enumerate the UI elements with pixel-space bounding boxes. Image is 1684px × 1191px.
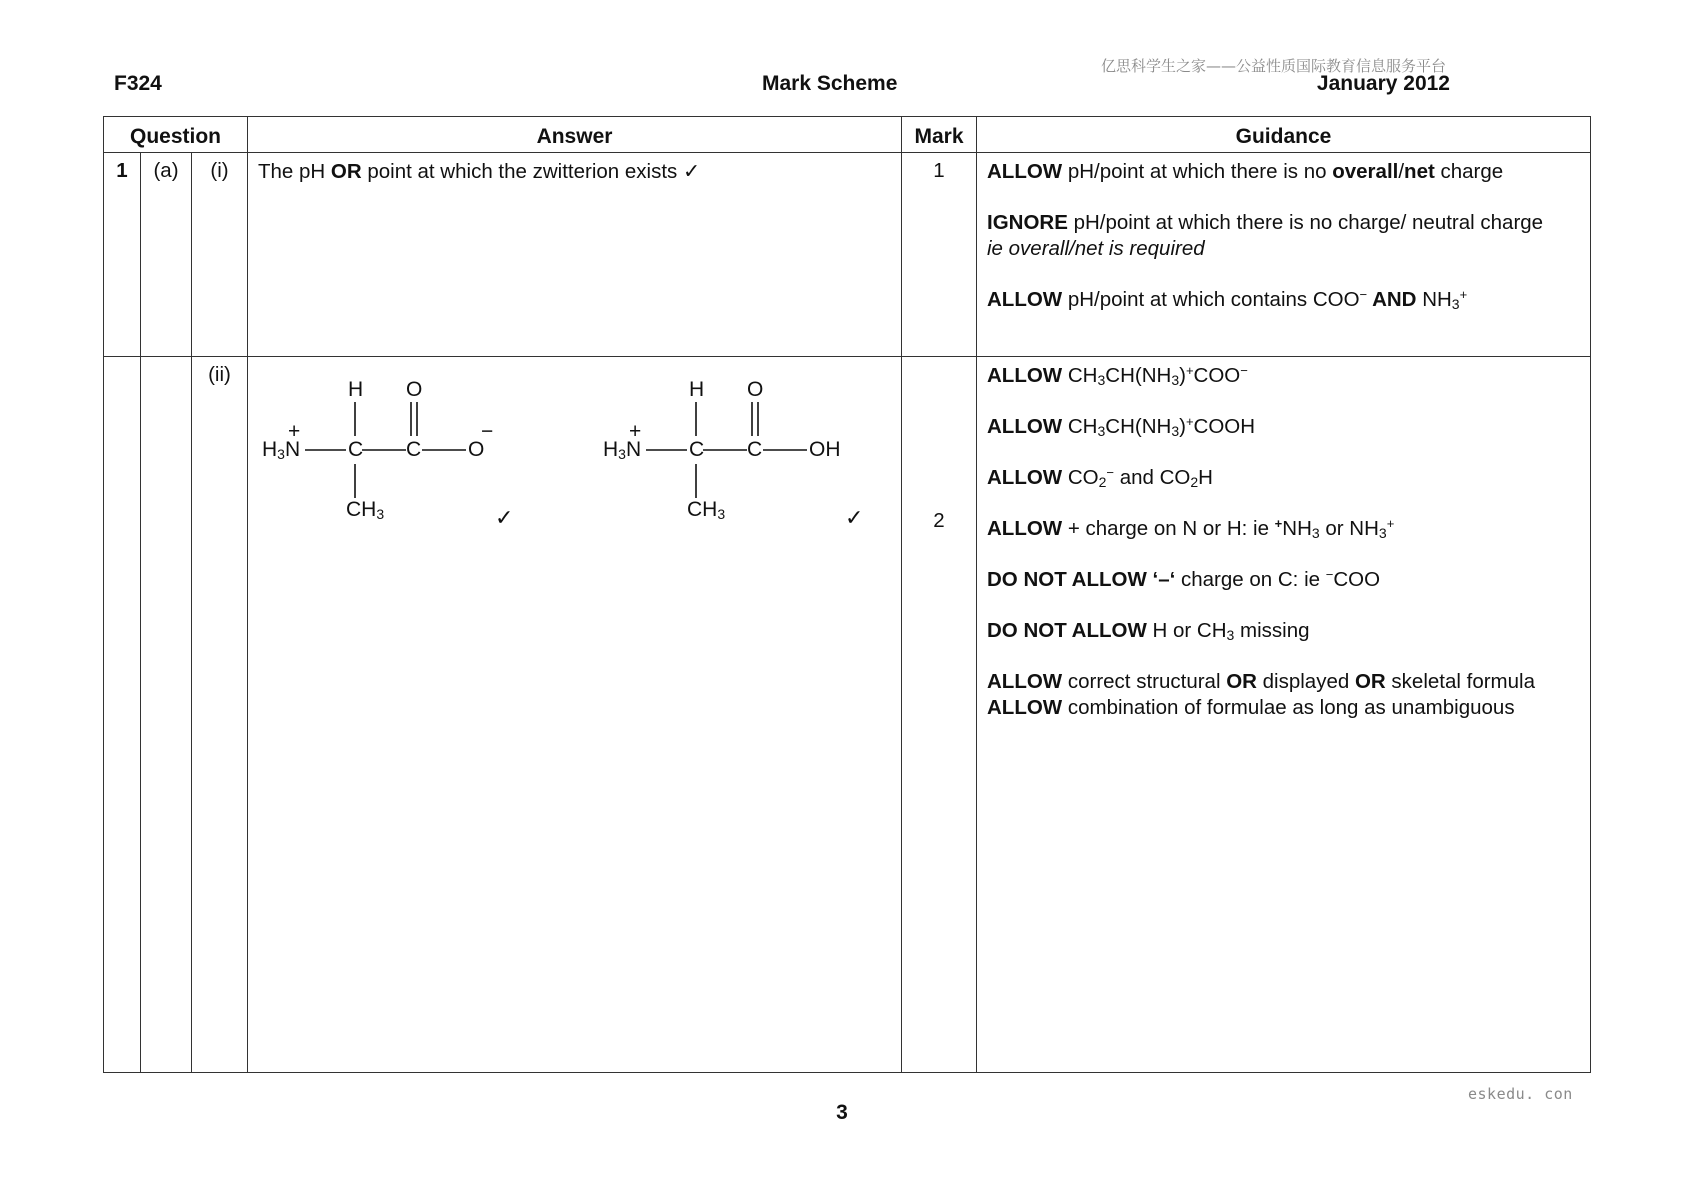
guidance-line [987,363,1580,389]
guidance-line [987,567,1580,593]
subscript: 2 [1190,474,1199,490]
subscript: 3 [1171,372,1180,388]
superscript: + [1274,516,1283,531]
plus-charge: + [629,420,642,443]
guidance-line [987,414,1580,440]
subscript: 3 [1171,423,1180,439]
allow-keyword: ALLOW [987,415,1063,438]
question-header: Question [104,117,248,153]
guidance-header: Guidance [977,117,1591,153]
guidance-line [987,210,1580,236]
allow-keyword: ALLOW [987,364,1063,387]
guidance-text: skeletal formula [1385,670,1535,693]
guidance-text: COO [1333,568,1381,591]
guidance-text: pH/point at which there is no charge/ neutral charge [1067,211,1544,234]
superscript: − [1325,567,1334,582]
guidance-text: displayed [1256,670,1355,693]
answer-header: Answer [248,117,902,153]
subscript: 3 [1097,372,1106,388]
atom-h: H [348,378,364,401]
plus-charge: + [288,420,301,443]
atom-o: O [747,378,764,401]
guidance-quote: ‘–‘ [1146,568,1176,591]
subscript: 3 [1451,296,1460,312]
guidance-line [987,287,1580,313]
guidance-text: pH/point at which contains COO [1062,288,1360,311]
atom-c: C [406,438,422,461]
atom-h: H [689,378,705,401]
allow-keyword: ALLOW [987,466,1063,489]
allow-keyword: ALLOW [987,517,1063,540]
zwitterion-structure [262,380,522,530]
guidance-line [987,618,1580,644]
atom-h-label: H [603,438,619,461]
superscript: + [1459,287,1468,302]
atom-oh: OH [809,438,841,461]
minus-charge: − [481,420,494,443]
answer-cell [248,153,902,357]
subscript: 3 [1311,525,1320,541]
page-number: 3 [836,1101,848,1124]
question-subpart: (i) [192,153,248,357]
atom-c: C [747,438,763,461]
superscript: − [1240,363,1248,378]
guidance-italic: ie overall/net is required [987,237,1205,260]
question-part: (a) [141,153,192,357]
guidance-text: NH [1422,288,1452,311]
or-keyword: OR [1354,670,1386,693]
guidance-text: pH/point at which there is no [1062,160,1333,183]
guidance-text: COOH [1193,415,1256,438]
superscript: + [1185,363,1194,378]
guidance-text: correct structural [1062,670,1227,693]
and-keyword: AND [1367,288,1423,311]
guidance-line [987,695,1580,721]
answer-or: OR [330,160,362,183]
subscript: 3 [717,506,726,522]
guidance-text: H [1198,466,1213,489]
guidance-text: + charge on N or H: ie [1062,517,1275,540]
subscript: 3 [1378,525,1387,541]
subscript: 3 [618,446,626,462]
cation-structure [603,380,863,530]
guidance-text: CO [1062,466,1099,489]
answer-text-end: point at which the zwitterion exists ✓ [361,160,701,183]
guidance-cell [977,357,1591,1073]
guidance-line [987,159,1580,185]
atom-o: O [406,378,423,401]
guidance-text: and CO [1114,466,1191,489]
methyl-label: CH [346,498,377,521]
guidance-text: CH(NH [1105,364,1172,387]
paper-code: F324 [114,72,162,95]
guidance-line [987,236,1580,262]
atom-c: C [348,438,364,461]
table-row [104,153,1591,357]
guidance-text: H or CH [1146,619,1227,642]
guidance-text: NH [1282,517,1312,540]
question-subpart: (ii) [192,357,248,1073]
mark-scheme-table [103,116,1591,1073]
subscript: 2 [1098,474,1107,490]
guidance-text: CH [1062,415,1098,438]
watermark-bottom: eskedu. con [1468,1085,1573,1103]
atom-h3n [262,438,300,462]
atom-c: C [689,438,705,461]
header-row [104,117,1591,153]
do-not-allow-keyword: DO NOT ALLOW [987,568,1147,591]
mark-cell: 1 [902,153,977,357]
guidance-text: charge on C: ie [1175,568,1326,591]
mark-header: Mark [902,117,977,153]
superscript: − [1359,287,1368,302]
superscript: − [1106,465,1114,480]
guidance-text: missing [1234,619,1310,642]
subscript: 3 [277,446,285,462]
allow-keyword: ALLOW [987,288,1063,311]
ignore-keyword: IGNORE [987,211,1068,234]
exam-date: January 2012 [1316,72,1450,95]
subscript: 3 [1097,423,1106,439]
guidance-line [987,669,1580,695]
check-mark-icon: ✓ [845,505,864,530]
watermark-top: 亿思科学生之家——公益性质国际教育信息服务平台 [1100,57,1446,75]
atom-n-label: N [284,438,301,461]
overall-keyword: overall [1332,160,1399,183]
guidance-text: CH [1062,364,1098,387]
guidance-cell [977,153,1591,357]
guidance-text: ) [1179,415,1186,438]
net-keyword: net [1404,160,1435,183]
guidance-text: charge [1434,160,1504,183]
guidance-text: / [1398,160,1405,183]
do-not-allow-keyword: DO NOT ALLOW [987,619,1147,642]
methyl-group [687,498,725,522]
atom-o: O [468,438,485,461]
guidance-text: COO [1193,364,1241,387]
or-keyword: OR [1226,670,1257,693]
question-number [104,357,141,1073]
guidance-text: CH(NH [1105,415,1172,438]
guidance-line [987,516,1580,542]
guidance-text: or NH [1319,517,1379,540]
check-mark-icon: ✓ [495,505,514,530]
guidance-line [987,465,1580,491]
guidance-text: combination of formulae as long as unambiguous [1062,696,1515,719]
allow-keyword: ALLOW [987,160,1063,183]
superscript: + [1386,516,1395,531]
atom-n-label: N [625,438,642,461]
document-title: Mark Scheme [762,72,898,95]
subscript: 3 [1226,627,1235,643]
methyl-group [346,498,384,522]
guidance-text: ) [1179,364,1186,387]
atom-h3n [603,438,641,462]
methyl-label: CH [687,498,718,521]
question-part [141,357,192,1073]
answer-text: The pH [258,160,331,183]
subscript: 3 [376,506,385,522]
atom-h-label: H [262,438,278,461]
superscript: + [1185,414,1194,429]
question-number: 1 [104,153,141,357]
allow-keyword: ALLOW [987,696,1063,719]
mark-cell: 2 [902,357,977,1073]
allow-keyword: ALLOW [987,670,1063,693]
